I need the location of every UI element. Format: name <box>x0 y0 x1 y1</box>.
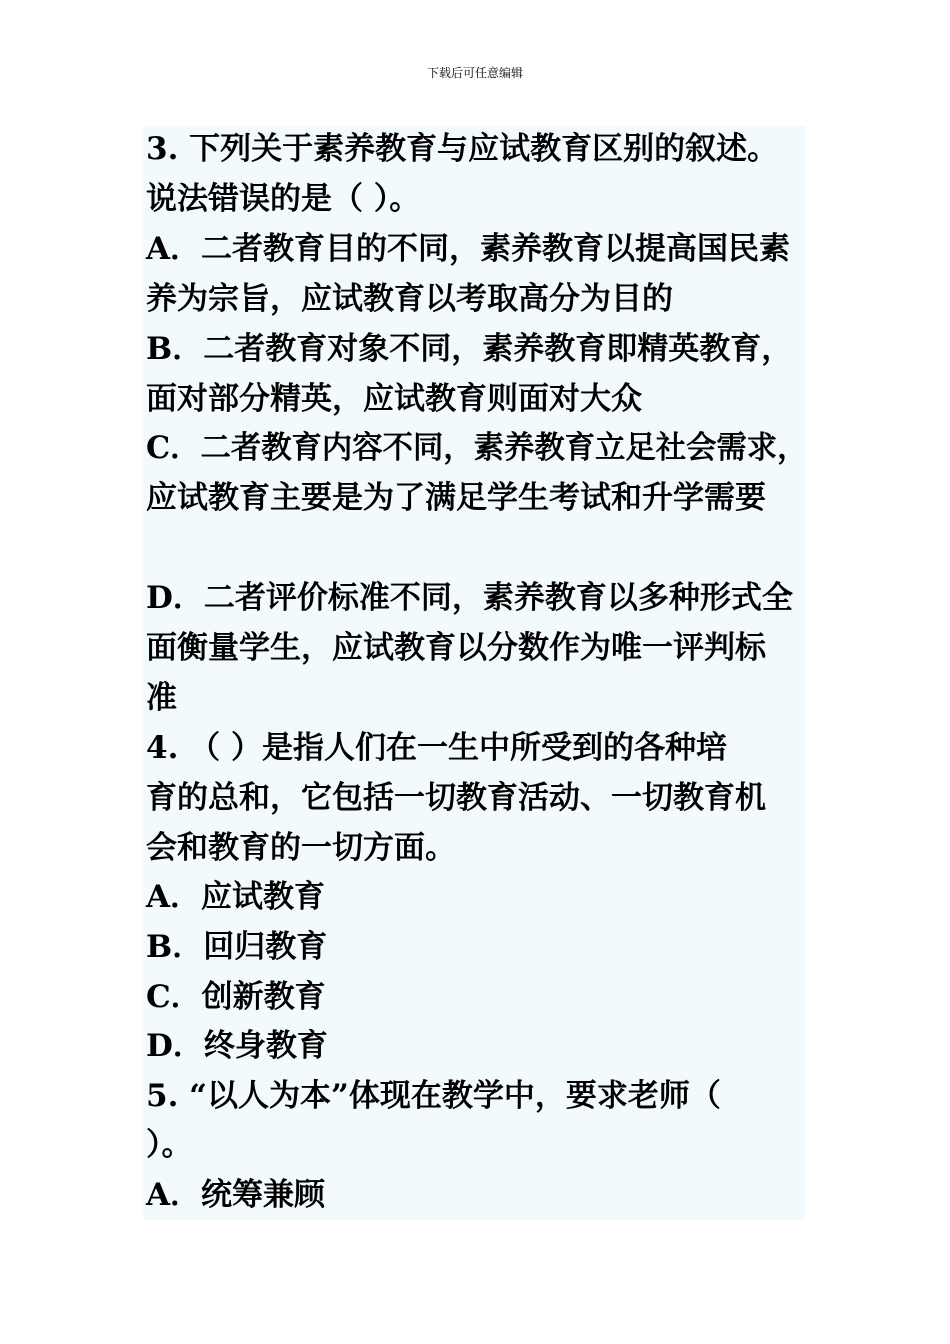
q3-option-d-line-1: D．二者评价标准不同，素养教育以多种形式全 <box>146 580 793 616</box>
q5-stem-line-2: ）。 <box>146 1127 193 1163</box>
q3-option-d-line-3: 准 <box>146 680 177 716</box>
document-body <box>143 126 808 1220</box>
q4-stem-line-3: 会和教育的一切方面。 <box>146 830 456 866</box>
q5-option-a: A．统筹兼顾 <box>146 1177 326 1213</box>
q4-option-b: B．回归教育 <box>146 929 328 965</box>
q3-stem-line-1: 3. 下列关于素养教育与应试教育区别的叙述。 <box>146 131 779 167</box>
q3-option-c-line-2: 应试教育主要是为了满足学生考试和升学需要 <box>146 480 766 516</box>
page-header: 下载后可任意编辑 <box>426 66 523 80</box>
q3-option-d-line-2: 面衡量学生，应试教育以分数作为唯一评判标 <box>146 630 766 666</box>
q3-option-b-line-1: B．二者教育对象不同，素养教育即精英教育， <box>146 331 793 367</box>
q4-option-d: D．终身教育 <box>146 1028 328 1064</box>
q4-option-a: A．应试教育 <box>146 879 326 915</box>
q3-option-a-line-1: A．二者教育目的不同，素养教育以提高国民素 <box>146 231 791 267</box>
q4-stem-line-2: 育的总和，它包括一切教育活动、一切教育机 <box>146 780 766 816</box>
q3-stem-line-2: 说法错误的是（ ）。 <box>146 181 421 217</box>
q5-stem-line-1: 5. “以人为本”体现在教学中，要求老师（ <box>146 1078 721 1114</box>
q4-option-c: C．创新教育 <box>146 979 326 1015</box>
q3-option-c-line-1: C．二者教育内容不同，素养教育立足社会需求， <box>146 430 808 466</box>
q4-stem-line-1: 4. （ ）是指人们在一生中所受到的各种培 <box>146 730 727 766</box>
q3-option-b-line-2: 面对部分精英，应试教育则面对大众 <box>146 381 642 417</box>
q3-option-a-line-2: 养为宗旨，应试教育以考取高分为目的 <box>146 281 673 317</box>
